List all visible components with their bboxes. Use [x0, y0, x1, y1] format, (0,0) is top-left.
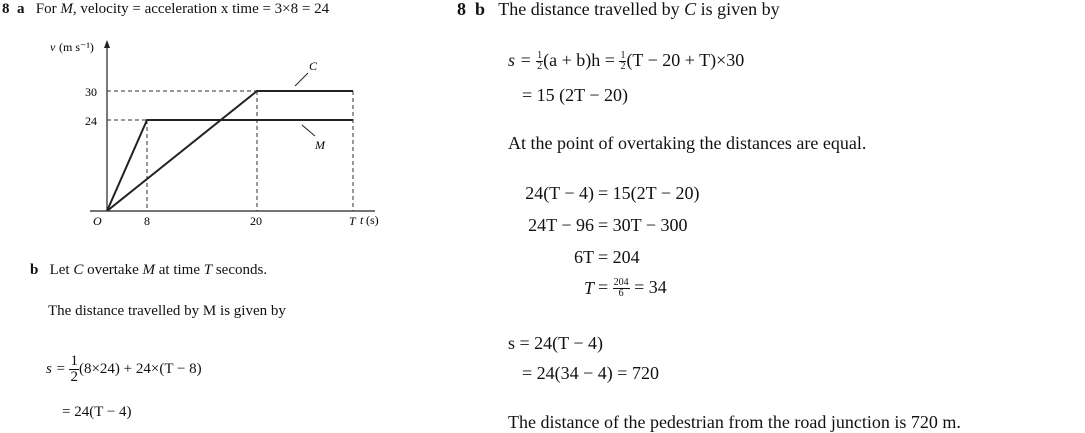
question-number: 8 — [2, 1, 10, 17]
eq-lhs: s = — [46, 360, 66, 377]
var-C: C — [684, 0, 697, 19]
solve-row-3-rhs: = 204 — [598, 247, 640, 267]
text-fragment: is given by — [696, 0, 780, 19]
x-tick-20: 20 — [250, 214, 262, 228]
solve-row-4-rhs — [598, 277, 667, 299]
solve-row-3-lhs: 6T — [574, 247, 594, 267]
pointer-M — [302, 125, 315, 136]
distance-m-intro: The distance travelled by M is given by — [48, 303, 286, 319]
overtake-statement: At the point of overtaking the distances are equal. — [508, 133, 867, 153]
fraction-204-6 — [613, 278, 630, 299]
fraction-numerator: 1 — [537, 50, 543, 62]
fraction-denominator: 6 — [618, 288, 624, 300]
y-tick-24: 24 — [85, 114, 97, 128]
part-a-text-pre: For — [35, 1, 61, 17]
part-letter: b — [30, 262, 39, 278]
series-M-line — [107, 120, 353, 211]
half-fraction — [69, 354, 79, 385]
x-tick-8: 8 — [144, 214, 150, 228]
series-C-label: C — [309, 59, 318, 73]
y-tick-30: 30 — [85, 85, 97, 99]
text-fragment: at time — [155, 262, 204, 278]
axes — [90, 44, 375, 211]
fraction-denominator: 2 — [620, 61, 626, 73]
text-fragment: overtake — [83, 262, 143, 278]
solve-row-2-rhs: = 30T − 300 — [598, 215, 688, 235]
eq-mid: (a + b)h = — [543, 50, 615, 70]
part-a-heading — [2, 1, 329, 18]
text-fragment: Let — [49, 262, 74, 278]
eq-rest: (8×24) + 24×(T − 8) — [78, 360, 202, 377]
part-b-right-heading — [457, 0, 780, 20]
question-number: 8 — [457, 0, 466, 19]
series-M-label: M — [315, 138, 325, 152]
solve-row-1-rhs: = 15(2T − 20) — [598, 183, 700, 203]
y-axis-label-var: v — [50, 40, 56, 54]
var-C: C — [73, 262, 84, 278]
distance-line-2: = 24(34 − 4) = 720 — [522, 363, 659, 383]
y-axis-label-unit: (m s⁻¹) — [59, 40, 94, 54]
part-letter: a — [17, 1, 25, 17]
fraction-numerator: 1 — [620, 50, 626, 62]
x-tick-T: T — [349, 214, 356, 228]
part-a-text-post: , velocity = acceleration x time = 3×8 = 24 — [72, 1, 330, 17]
solve-row-1-lhs: 24(T − 4) — [525, 183, 594, 203]
final-conclusion: The distance of the pedestrian from the road junction is 720 m. — [508, 412, 961, 432]
solve-row-4-lhs: T — [583, 278, 594, 298]
eq-rest: (T − 20 + T)×30 — [626, 50, 745, 70]
distance-line-1: s = 24(T − 4) — [508, 333, 603, 353]
var-T: T — [203, 262, 213, 278]
distance-c-equation-1 — [508, 50, 744, 72]
pointer-C — [295, 73, 308, 86]
equals-sign: = — [598, 277, 609, 297]
part-b-left-intro — [30, 262, 267, 279]
x-axis-label-unit: (s) — [366, 213, 379, 227]
solve-row-2-lhs: 24T − 96 — [528, 215, 594, 235]
eq-lhs: s = — [508, 50, 532, 70]
velocity-time-graph — [40, 36, 379, 236]
distance-m-equation-1 — [46, 354, 202, 385]
y-axis-arrow-icon — [104, 40, 110, 48]
text-fragment: The distance travelled by — [498, 0, 685, 19]
distance-c-equation-2: = 15 (2T − 20) — [522, 85, 628, 105]
distance-m-equation-2: = 24(T − 4) — [62, 404, 132, 420]
var-M: M — [142, 262, 155, 278]
fraction-numerator: 1 — [70, 353, 78, 369]
fraction-denominator: 2 — [537, 61, 543, 73]
fraction-denominator: 2 — [70, 369, 78, 385]
result-text: = 34 — [634, 277, 667, 297]
fraction-numerator: 204 — [613, 277, 629, 289]
part-a-var: M — [60, 1, 73, 17]
text-fragment: seconds. — [212, 262, 268, 278]
part-letter: b — [475, 0, 486, 19]
origin-label: O — [93, 214, 102, 228]
x-axis-label-var: t — [360, 213, 364, 227]
